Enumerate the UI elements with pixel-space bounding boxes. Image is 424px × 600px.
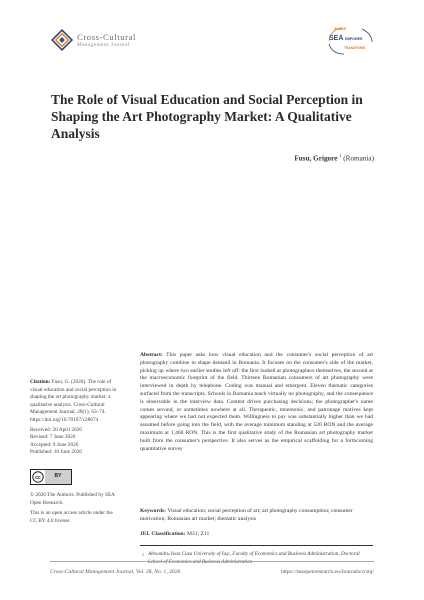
journal-name: Cross-Cultural bbox=[77, 32, 137, 42]
publisher-word-2: SEA bbox=[329, 35, 344, 42]
keywords-label: Keywords: bbox=[140, 508, 167, 514]
footnote bbox=[142, 551, 373, 566]
footnote-marker: 1 bbox=[142, 552, 144, 557]
cc-license-badge[interactable] bbox=[30, 469, 72, 485]
copyright-notice: © 2026 The Authors. Published by SEA Open Research. bbox=[30, 491, 115, 506]
journal-logo bbox=[50, 28, 170, 52]
article-title: The Role of Visual Education and Social Perception in Shaping the Art Photography Market: A Qualitative Analysis bbox=[51, 92, 363, 141]
publisher-logo bbox=[326, 24, 376, 58]
cc-badge-label: BY bbox=[54, 473, 62, 480]
journal-subname: Management Journal bbox=[77, 42, 130, 48]
accepted-date: Accepted: 9 June 2026 bbox=[30, 441, 79, 448]
abstract bbox=[140, 352, 373, 453]
article-dates bbox=[30, 427, 120, 457]
journal-emblem-icon bbox=[50, 28, 74, 52]
keywords-text: Visual education; social perception of art; art photography consumption; consumer motivation; Romanian art market; thematic analysis bbox=[140, 508, 353, 522]
footer-divider bbox=[50, 561, 374, 562]
creative-commons-icon bbox=[32, 471, 44, 483]
jel-classification bbox=[140, 531, 373, 537]
journal-url-link[interactable]: https://seaopenresearch.eu/Journals/ccmj/ bbox=[280, 569, 374, 575]
jel-codes: M31; Z11 bbox=[186, 531, 210, 537]
keywords bbox=[140, 508, 373, 523]
svg-text:cc: cc bbox=[35, 474, 41, 481]
running-footer: Cross-Cultural Management Journal, Vol. 28, No. 1, 2026 bbox=[50, 569, 181, 575]
author-affiliation-marker: 1 bbox=[339, 153, 342, 158]
author-country: (Romania) bbox=[343, 154, 374, 163]
publisher-word-3: EMPOWER bbox=[345, 37, 363, 41]
license-note: This is an open access article under the CC BY 4.0 license. bbox=[30, 510, 113, 524]
author-line bbox=[294, 153, 374, 162]
footnote-text: Alexandru Ioan Cuza University of Iași, Faculty of Economics and Business Administration, Doctoral School of Economics and Business Administration bbox=[148, 551, 360, 565]
abstract-label: Abstract: bbox=[140, 352, 163, 358]
publisher-word-4: TRANSFORM bbox=[344, 46, 366, 50]
jel-label: JEL Classification: bbox=[140, 531, 186, 537]
sidebar bbox=[30, 379, 120, 525]
citation-label: Citation: bbox=[30, 379, 51, 385]
received-date: Received: 26 April 2026 bbox=[30, 426, 82, 433]
abstract-text: This paper asks how visual education and the consumer's social perception of art photography combine to shape demand in Romania. It focuses on the consumer's side of the market, picking up where two earlier studies left off: the first looked at photographers themselves, the second at the macroeconomic footprint of the field. Thirteen Romanian consumers of art photography were interviewed in depth by telephone. Coding was manual and emergent. Eleven thematic categories surfaced from the transcripts. Schools in Romania teach virtually no photography, and the consequence is observable in the interview data. Content drives purchasing decisions; the photographer's name comes second, or sometimes nowhere at all. Therapeutic, mnemonic, and patronage motives kept appearing where we had not expected them. Willingness to pay was substantially higher than we had assumed before going into the field, with the average minimum standing at 520 RON and the average maximum at 1,460 RON. This is the first qualitative study of the Romanian art photography market built from the consumer's perspective. It also serves as the empirical scaffolding for a forthcoming quantitative survey bbox=[140, 352, 373, 452]
citation-text: Fusu, G. (2026). The role of visual education and social perception in shaping the art photography market: a qualitative analysis. Cross-Cultural Management Journal, 28(1), 63–74. https://doi.org/10.70167/c28674 bbox=[30, 379, 117, 423]
footnote-divider bbox=[140, 545, 373, 546]
citation bbox=[30, 379, 120, 425]
publisher-word-1: SHARE bbox=[334, 27, 346, 31]
revised-date: Revised: 7 June 2026 bbox=[30, 434, 76, 441]
author-name: Fusu, Grigore bbox=[294, 154, 338, 163]
published-date: Published: 10 June 2026 bbox=[30, 449, 82, 456]
